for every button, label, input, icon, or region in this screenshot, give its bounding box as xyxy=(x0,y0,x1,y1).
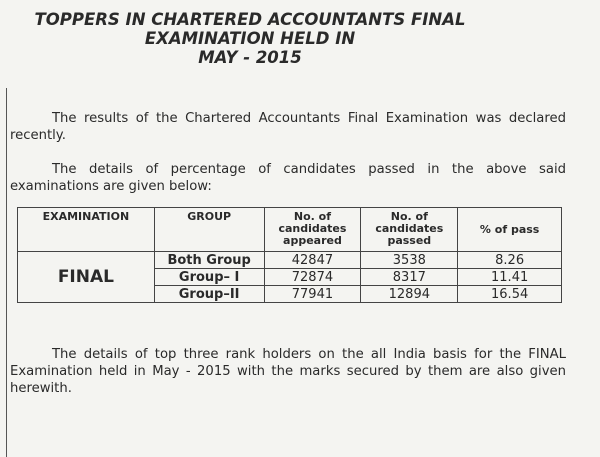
header-examination: EXAMINATION xyxy=(18,208,155,252)
pass-percentage-cell: 16.54 xyxy=(458,286,562,303)
appeared-cell: 72874 xyxy=(264,269,361,286)
document-title xyxy=(0,10,500,67)
title-line-2: EXAMINATION HELD IN xyxy=(144,29,356,48)
table-row xyxy=(18,252,562,269)
rank-holders-paragraph-text: The details of top three rank holders on the all India basis for the FINAL Examination held in May - 2015 with the marks secured by them are also given herewith. xyxy=(10,347,566,396)
header-candidates-appeared: No. of candidates appeared xyxy=(264,208,361,252)
title-line-3: MAY - 2015 xyxy=(198,48,302,67)
passed-cell: 3538 xyxy=(361,252,458,269)
rank-holders-paragraph xyxy=(10,346,566,397)
appeared-cell: 77941 xyxy=(264,286,361,303)
passed-cell: 8317 xyxy=(361,269,458,286)
details-paragraph xyxy=(10,161,566,195)
examination-cell: FINAL xyxy=(18,252,155,303)
results-table xyxy=(17,207,562,303)
title-line-1: TOPPERS IN CHARTERED ACCOUNTANTS FINAL xyxy=(34,10,466,29)
left-margin-rule xyxy=(6,88,7,457)
intro-paragraph-text: The results of the Chartered Accountants Final Examination was declared recently. xyxy=(10,111,566,143)
header-group: GROUP xyxy=(154,208,264,252)
header-pass-percentage: % of pass xyxy=(458,208,562,252)
group-cell: Group– I xyxy=(154,269,264,286)
passed-cell: 12894 xyxy=(361,286,458,303)
pass-percentage-cell: 8.26 xyxy=(458,252,562,269)
details-paragraph-text: The details of percentage of candidates passed in the above said examinations are given below: xyxy=(10,162,566,194)
table-header-row xyxy=(18,208,562,252)
header-candidates-passed: No. of candidates passed xyxy=(361,208,458,252)
group-cell: Both Group xyxy=(154,252,264,269)
appeared-cell: 42847 xyxy=(264,252,361,269)
intro-paragraph xyxy=(10,110,566,144)
group-cell: Group–II xyxy=(154,286,264,303)
pass-percentage-cell: 11.41 xyxy=(458,269,562,286)
